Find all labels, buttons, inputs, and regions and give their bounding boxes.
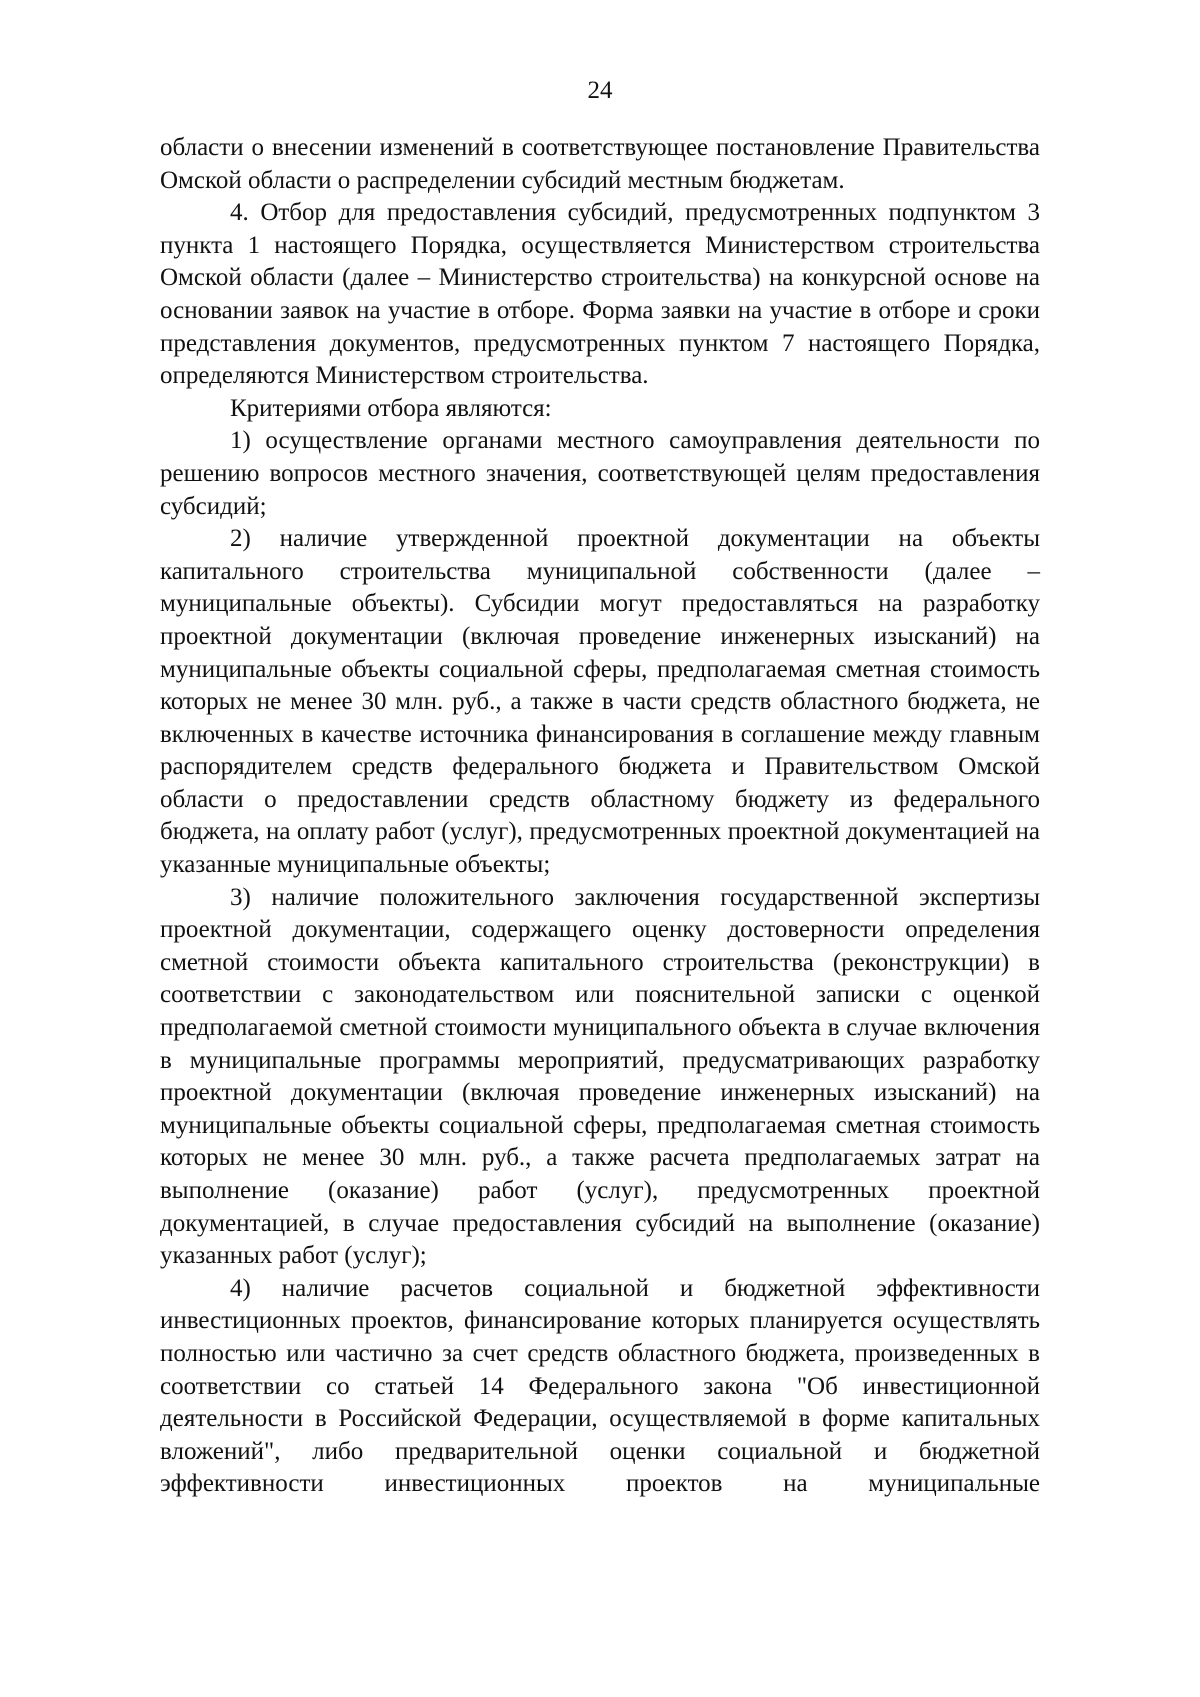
document-body xyxy=(160,132,1040,1501)
paragraph-criterion-3: 3) наличие положительного заключения государственной экспертизы проектной документации, содержащего оценку достоверности определения сметной стоимости объекта капитального строительства (реконструкции) в соответствии с законодательством или пояснительной записки с оценкой предполагаемой сметной стоимости муниципального объекта в случае включения в муниципальные программы мероприятий, предусматривающих разработку проектной документации (включая проведение инженерных изысканий) на муниципальные объекты социальной сферы, предполагаемая сметная стоимость которых не менее 30 млн. руб., а также расчета предполагаемых затрат на выполнение (оказание) работ (услуг), предусмотренных проектной документацией, в случае предоставления субсидий на выполнение (оказание) указанных работ (услуг); xyxy=(160,883,1040,1270)
paragraph-criterion-2: 2) наличие утвержденной проектной документации на объекты капитального строительства муниципальной собственности (далее – муниципальные объекты). Субсидии могут предоставляться на разработку проектной документации (включая проведение инженерных изысканий) на муниципальные объекты социальной сферы, предполагаемая сметная стоимость которых не менее 30 млн. руб., а также в части средств областного бюджета, не включенных в качестве источника финансирования в соглашение между главным распорядителем средств федерального бюджета и Правительством Омской области о предоставлении средств областному бюджету из федерального бюджета, на оплату работ (услуг), предусмотренных проектной документацией на указанные муниципальные объекты; xyxy=(160,525,1040,879)
paragraph-criteria-heading: Критериями отбора являются: xyxy=(230,394,552,422)
paragraph-criterion-4: 4) наличие расчетов социальной и бюджетной эффективности инвестиционных проектов, финансирование которых планируется осуществлять полностью или частично за счет средств областного бюджета, произведенных в соответствии со статьей 14 Федерального закона "Об инвестиционной деятельности в Российской Федерации, осуществляемой в форме капитальных вложений", либо предварительной оценки социальной и бюджетной эффективности инвестиционных проектов на муниципальные xyxy=(160,1274,1040,1498)
paragraph-criterion-1: 1) осуществление органами местного самоуправления деятельности по решению вопросов местного значения, соответствующей целям предоставления субсидий; xyxy=(160,427,1040,520)
paragraph-continuation: области о внесении изменений в соответствующее постановление Правительства Омской области о распределении субсидий местным бюджетам. xyxy=(160,134,1040,194)
page-number: 24 xyxy=(587,77,613,104)
paragraph-item-4: 4. Отбор для предоставления субсидий, предусмотренных подпунктом 3 пункта 1 настоящего Порядка, осуществляется Министерством строительства Омской области (далее – Министерство строительства) на конкурсной основе на основании заявок на участие в отборе. Форма заявки на участие в отборе и сроки представления документов, предусмотренных пунктом 7 настоящего Порядка, определяются Министерством строительства. xyxy=(160,199,1040,390)
